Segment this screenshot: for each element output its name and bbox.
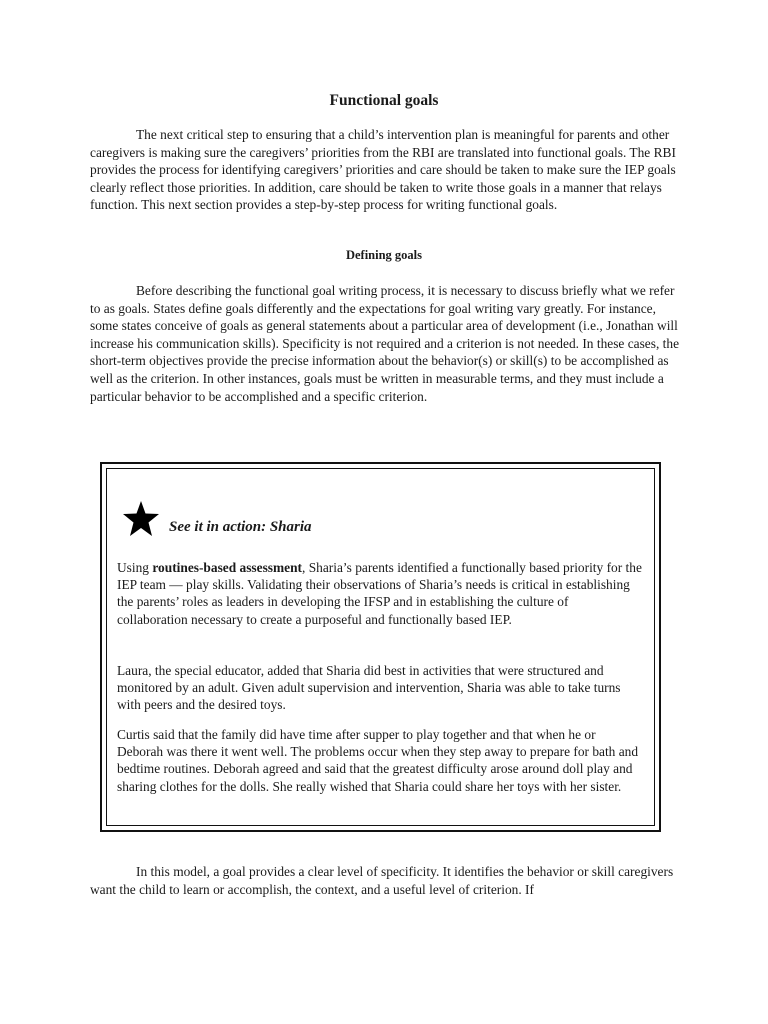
page-title: Functional goals (329, 92, 439, 109)
star-icon (121, 499, 161, 539)
callout-para1-bold: routines-based assessment (152, 560, 303, 575)
closing-paragraph: In this model, a goal provides a clear level of specificity. It identifies the behavior or skill caregivers want the child to learn or accomplish, the context, and a useful level of criterion. If (90, 864, 674, 897)
callout-paragraph-3: Curtis said that the family did have time after supper to play together and that when he or Deborah was there it went well. The problems occur when they step away to prepare for bath and bedtime routines. Deborah agreed and said that the greatest difficulty arose around doll play and sharing clothes for the dolls. She really wished that Sharia could share her toys with her sister. (117, 727, 639, 794)
callout-paragraph-1 (117, 559, 642, 628)
callout-title: See it in action: Sharia (169, 519, 312, 535)
defining-goals-paragraph: Before describing the functional goal writing process, it is necessary to discuss briefly what we refer to as goals. States define goals differently and the expectations for goal writing vary greatly. For instance, some states conceive of goals as general statements about a particular area of development (i.e., Jonathan will increase his communication skills). Specificity is not required and a criterion is not needed. In these cases, the short-term objectives provide the precise information about the behavior(s) or skill(s) to be accomplished as well as the criterion. In other instances, goals must be written in measurable terms, and they must include a particular behavior to be accomplished and a specific criterion. (90, 283, 680, 404)
intro-paragraph: The next critical step to ensuring that a child’s intervention plan is meaningful for parents and other caregivers is making sure the caregivers’ priorities from the RBI are translated into functional goals. The RBI provides the process for identifying caregivers’ priorities and care should be taken to make sure the IEP goals clearly reflect those priorities. In addition, care should be taken to write those goals in a manner that relays function. This next section provides a step-by-step process for writing functional goals. (90, 127, 676, 213)
callout-paragraph-2: Laura, the special educator, added that Sharia did best in activities that were structured and monitored by an adult. Given adult supervision and intervention, Sharia was able to take turns with peers and the desired toys. (117, 663, 621, 713)
callout-box (100, 462, 661, 832)
callout-inner-border (106, 468, 655, 826)
callout-para1-rest: , Sharia’s parents identified a functionally based priority for the IEP team — play skills. Validating their observations of Sharia’s needs is critical in establishing the parents’ roles as leaders in developing the IFSP and in establishing the culture of collaboration necessary to create a purposeful and functionally based IEP. (117, 560, 642, 627)
section-heading: Defining goals (345, 248, 423, 262)
callout-para1-lead: Using (117, 560, 153, 575)
